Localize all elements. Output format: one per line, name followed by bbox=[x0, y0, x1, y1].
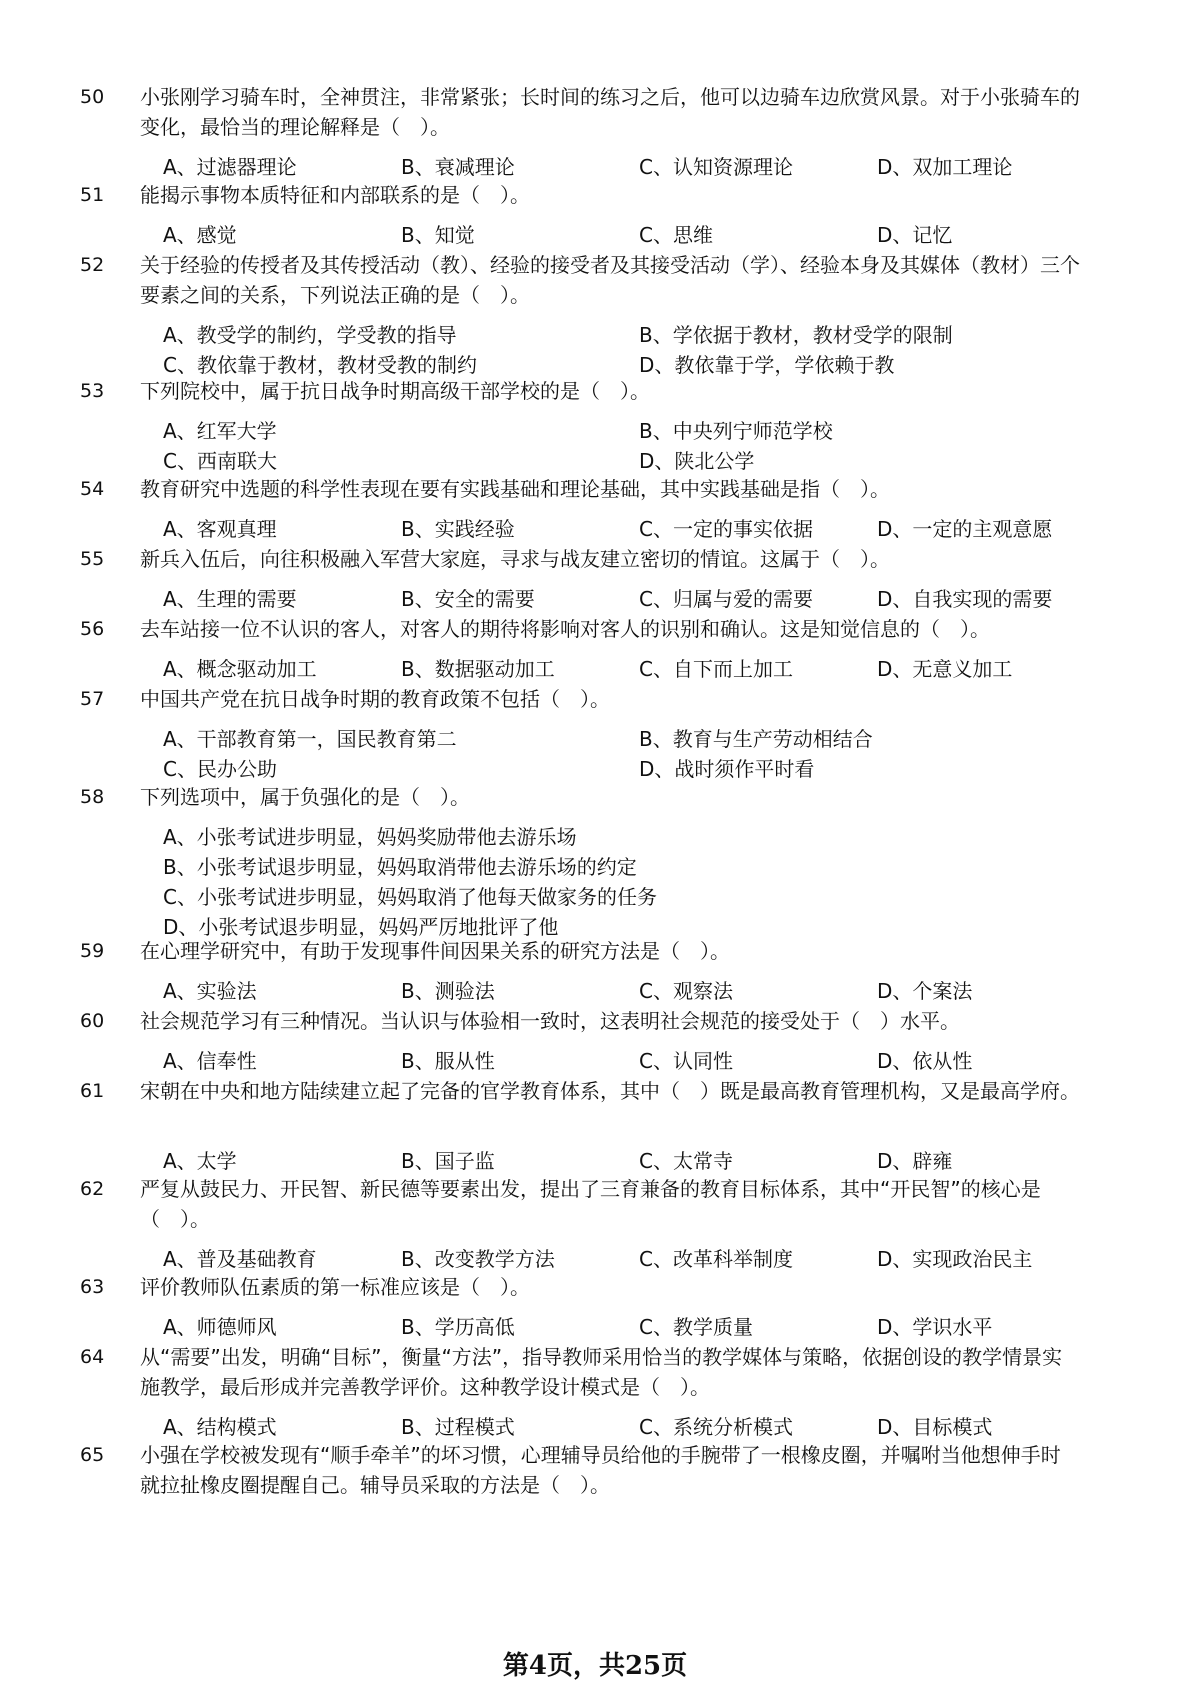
question-number: 64 bbox=[80, 1346, 105, 1368]
question-number: 59 bbox=[80, 940, 105, 962]
option-d[interactable]: D、辟雍 bbox=[877, 1149, 953, 1173]
options bbox=[163, 416, 1083, 476]
question-text: 去车站接一位不认识的客人，对客人的期待将影响对客人的识别和确认。这是知觉信息的（ ）。 bbox=[140, 617, 990, 641]
option-b[interactable]: B、实践经验 bbox=[401, 517, 515, 541]
option-d[interactable]: D、小张考试退步明显，妈妈严厉地批评了他 bbox=[163, 915, 559, 939]
question-text: 教育研究中选题的科学性表现在要有实践基础和理论基础，其中实践基础是指（ ）。 bbox=[140, 477, 890, 501]
option-c[interactable]: C、小张考试进步明显，妈妈取消了他每天做家务的任务 bbox=[163, 885, 657, 909]
option-a[interactable]: A、信奉性 bbox=[163, 1049, 257, 1073]
question-text: 关于经验的传授者及其传授活动（教）、经验的接受者及其接受活动（学）、经验本身及其媒体（教材）三个要素之间的关系，下列说法正确的是（ ）。 bbox=[140, 253, 1080, 307]
question-text: 评价教师队伍素质的第一标准应该是（ ）。 bbox=[140, 1275, 530, 1299]
option-d[interactable]: D、教依靠于学，学依赖于教 bbox=[639, 353, 895, 377]
option-c[interactable]: C、认同性 bbox=[639, 1049, 733, 1073]
question-number: 55 bbox=[80, 548, 105, 570]
option-b[interactable]: B、数据驱动加工 bbox=[401, 657, 555, 681]
question-number: 65 bbox=[80, 1444, 105, 1466]
option-a[interactable]: A、师德师风 bbox=[163, 1315, 277, 1339]
option-a[interactable]: A、普及基础教育 bbox=[163, 1247, 317, 1271]
options bbox=[163, 1412, 1083, 1442]
options bbox=[163, 152, 1083, 182]
option-d[interactable]: D、学识水平 bbox=[877, 1315, 993, 1339]
option-d[interactable]: D、记忆 bbox=[877, 223, 953, 247]
options bbox=[163, 320, 1083, 380]
option-d[interactable]: D、陕北公学 bbox=[639, 449, 755, 473]
option-a[interactable]: A、干部教育第一，国民教育第二 bbox=[163, 727, 457, 751]
option-b[interactable]: B、安全的需要 bbox=[401, 587, 535, 611]
question-number: 53 bbox=[80, 380, 105, 402]
question-text: 小张刚学习骑车时，全神贯注，非常紧张；长时间的练习之后，他可以边骑车边欣赏风景。对于小张骑车的变化，最恰当的理论解释是（ ）。 bbox=[140, 85, 1080, 139]
option-b[interactable]: B、学历高低 bbox=[401, 1315, 515, 1339]
option-a[interactable]: A、生理的需要 bbox=[163, 587, 297, 611]
option-d[interactable]: D、无意义加工 bbox=[877, 657, 1013, 681]
question-text: 下列院校中，属于抗日战争时期高级干部学校的是（ ）。 bbox=[140, 379, 650, 403]
option-c[interactable]: C、观察法 bbox=[639, 979, 733, 1003]
option-a[interactable]: A、红军大学 bbox=[163, 419, 277, 443]
option-a[interactable]: A、客观真理 bbox=[163, 517, 277, 541]
option-a[interactable]: A、感觉 bbox=[163, 223, 237, 247]
option-b[interactable]: B、服从性 bbox=[401, 1049, 495, 1073]
question-text: 能揭示事物本质特征和内部联系的是（ ）。 bbox=[140, 183, 530, 207]
question-text: 在心理学研究中，有助于发现事件间因果关系的研究方法是（ ）。 bbox=[140, 939, 730, 963]
question-number: 50 bbox=[80, 86, 105, 108]
question-number: 58 bbox=[80, 786, 105, 808]
option-b[interactable]: B、教育与生产劳动相结合 bbox=[639, 727, 873, 751]
options bbox=[163, 514, 1083, 544]
option-c[interactable]: C、认知资源理论 bbox=[639, 155, 793, 179]
options bbox=[163, 822, 1083, 942]
question-number: 54 bbox=[80, 478, 105, 500]
option-b[interactable]: B、改变教学方法 bbox=[401, 1247, 555, 1271]
option-a[interactable]: A、小张考试进步明显，妈妈奖励带他去游乐场 bbox=[163, 825, 577, 849]
option-d[interactable]: D、依从性 bbox=[877, 1049, 973, 1073]
question-number: 57 bbox=[80, 688, 105, 710]
option-b[interactable]: B、国子监 bbox=[401, 1149, 495, 1173]
options bbox=[163, 1244, 1083, 1274]
options bbox=[163, 1312, 1083, 1342]
option-c[interactable]: C、西南联大 bbox=[163, 449, 277, 473]
question-number: 56 bbox=[80, 618, 105, 640]
question-text: 宋朝在中央和地方陆续建立起了完备的官学教育体系，其中（ ）既是最高教育管理机构，又是最高学府。 bbox=[140, 1079, 1080, 1103]
question-text: 新兵入伍后，向往积极融入军营大家庭，寻求与战友建立密切的情谊。这属于（ ）。 bbox=[140, 547, 890, 571]
options bbox=[163, 654, 1083, 684]
option-d[interactable]: D、自我实现的需要 bbox=[877, 587, 1053, 611]
options bbox=[163, 724, 1083, 784]
option-c[interactable]: C、太常寺 bbox=[639, 1149, 733, 1173]
question-text: 下列选项中，属于负强化的是（ ）。 bbox=[140, 785, 470, 809]
page-footer: 第4页，共25页 bbox=[502, 1651, 688, 1681]
option-d[interactable]: D、双加工理论 bbox=[877, 155, 1013, 179]
option-d[interactable]: D、实现政治民主 bbox=[877, 1247, 1033, 1271]
option-a[interactable]: A、概念驱动加工 bbox=[163, 657, 317, 681]
option-d[interactable]: D、一定的主观意愿 bbox=[877, 517, 1053, 541]
option-c[interactable]: C、系统分析模式 bbox=[639, 1415, 793, 1439]
option-c[interactable]: C、教依靠于教材，教材受教的制约 bbox=[163, 353, 477, 377]
option-c[interactable]: C、思维 bbox=[639, 223, 713, 247]
option-d[interactable]: D、战时须作平时看 bbox=[639, 757, 815, 781]
option-a[interactable]: A、太学 bbox=[163, 1149, 237, 1173]
question-number: 60 bbox=[80, 1010, 105, 1032]
options bbox=[163, 976, 1083, 1006]
option-b[interactable]: B、衰减理论 bbox=[401, 155, 515, 179]
options bbox=[163, 220, 1083, 250]
option-c[interactable]: C、教学质量 bbox=[639, 1315, 753, 1339]
option-d[interactable]: D、个案法 bbox=[877, 979, 973, 1003]
question-text: 小强在学校被发现有“顺手牵羊”的坏习惯，心理辅导员给他的手腕带了一根橡皮圈，并嘱咐当他想伸手时就拉扯橡皮圈提醒自己。辅导员采取的方法是（ ）。 bbox=[140, 1443, 1061, 1497]
question-text: 社会规范学习有三种情况。当认识与体验相一致时，这表明社会规范的接受处于（ ）水平。 bbox=[140, 1009, 960, 1033]
option-a[interactable]: A、结构模式 bbox=[163, 1415, 277, 1439]
question-text: 严复从鼓民力、开民智、新民德等要素出发，提出了三育兼备的教育目标体系，其中“开民智”的核心是（ ）。 bbox=[140, 1177, 1041, 1231]
option-a[interactable]: A、教受学的制约，学受教的指导 bbox=[163, 323, 457, 347]
options bbox=[163, 584, 1083, 614]
option-a[interactable]: A、实验法 bbox=[163, 979, 257, 1003]
options bbox=[163, 1046, 1083, 1076]
question-number: 61 bbox=[80, 1080, 105, 1102]
question-number: 62 bbox=[80, 1178, 105, 1200]
option-a[interactable]: A、过滤器理论 bbox=[163, 155, 297, 179]
option-c[interactable]: C、自下而上加工 bbox=[639, 657, 793, 681]
option-b[interactable]: B、过程模式 bbox=[401, 1415, 515, 1439]
option-b[interactable]: B、小张考试退步明显，妈妈取消带他去游乐场的约定 bbox=[163, 855, 637, 879]
question-text: 从“需要”出发，明确“目标”，衡量“方法”，指导教师采用恰当的教学媒体与策略，依据创设的教学情景实施教学，最后形成并完善教学评价。这种教学设计模式是（ ）。 bbox=[140, 1345, 1063, 1399]
option-d[interactable]: D、目标模式 bbox=[877, 1415, 993, 1439]
option-b[interactable]: B、知觉 bbox=[401, 223, 475, 247]
option-c[interactable]: C、一定的事实依据 bbox=[639, 517, 813, 541]
question-number: 52 bbox=[80, 254, 105, 276]
option-c[interactable]: C、民办公助 bbox=[163, 757, 277, 781]
options bbox=[163, 1146, 1083, 1176]
option-c[interactable]: C、归属与爱的需要 bbox=[639, 587, 813, 611]
option-b[interactable]: B、学依据于教材，教材受学的限制 bbox=[639, 323, 953, 347]
question-number: 63 bbox=[80, 1276, 105, 1298]
option-b[interactable]: B、测验法 bbox=[401, 979, 495, 1003]
question-text: 中国共产党在抗日战争时期的教育政策不包括（ ）。 bbox=[140, 687, 610, 711]
option-b[interactable]: B、中央列宁师范学校 bbox=[639, 419, 833, 443]
question-number: 51 bbox=[80, 184, 105, 206]
option-c[interactable]: C、改革科举制度 bbox=[639, 1247, 793, 1271]
